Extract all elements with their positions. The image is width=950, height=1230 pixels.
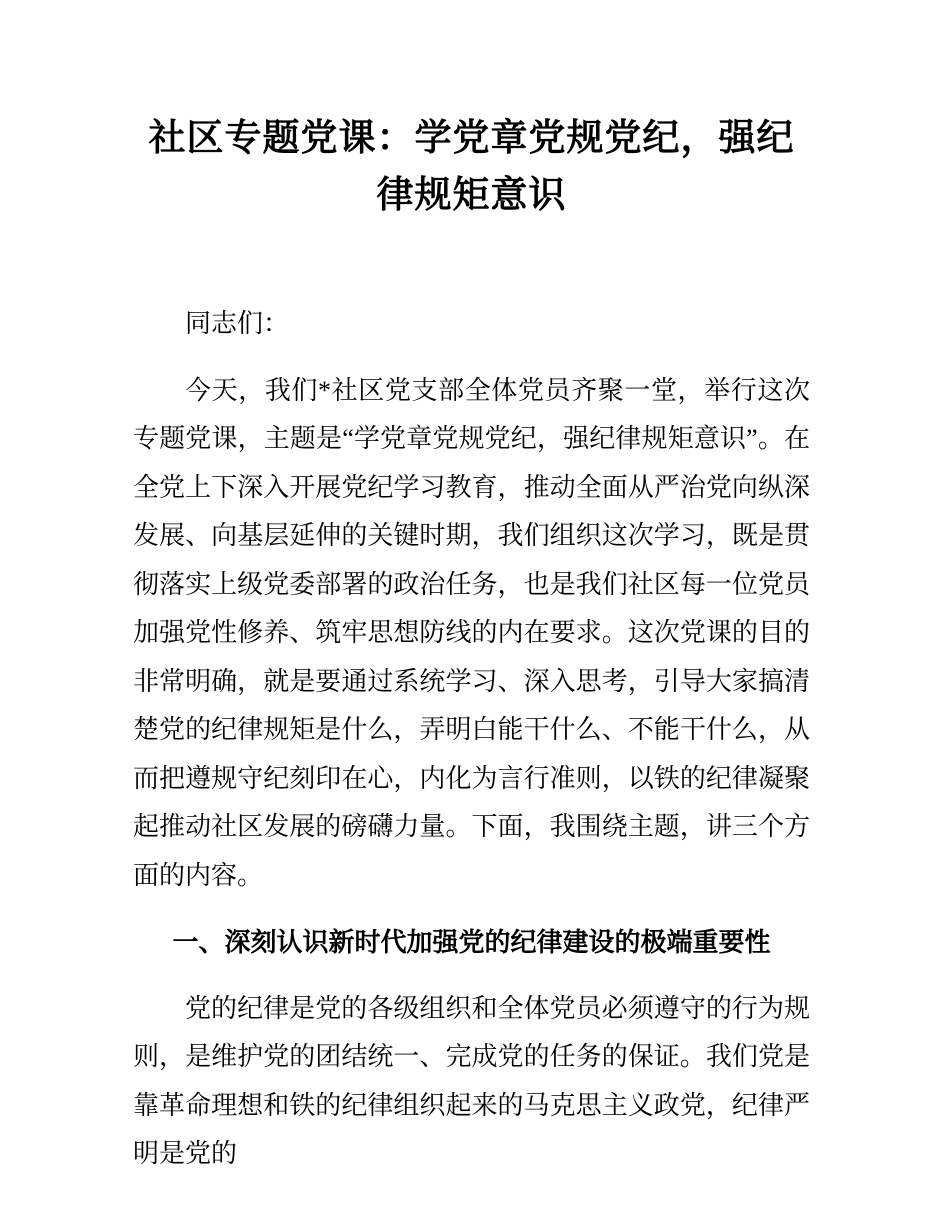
salutation-line: 同志们： — [185, 309, 290, 338]
document-title: 社区专题党课：学党章党规党纪，强纪律规矩意识 — [148, 118, 795, 216]
opening-paragraph: 今天，我们*社区党支部全体党员齐聚一堂，举行这次专题党课，主题是“学党章党规党纪，强纪律规矩意识”。在全党上下深入开展党纪学习教育，推动全面从严治党向纵深发展、向基层延伸的关键时期，我们组织这次学习，既是贯彻落实上级党委部署的政治任务，也是我们社区每一位党员加强党性修养、筑牢思想防线的内在要求。这次党课的目的非常明确，就是要通过系统学习、深入思考，引导大家搞清楚党的纪律规矩是什么，弄明白能干什么、不能干什么，从而把遵规守纪刻印在心，内化为言行准则，以铁的纪律凝聚起推动社区发展的磅礴力量。下面，我围绕主题，讲三个方面的内容。 — [133, 375, 810, 890]
section-one-paragraph: 党的纪律是党的各级组织和全体党员必须遵守的行为规则，是维护党的团结统一、完成党的任务的保证。我们党是靠革命理想和铁的纪律组织起来的马克思主义政党，纪律严明是党的 — [133, 993, 810, 1168]
section-one-heading: 一、深刻认识新时代加强党的纪律建设的极端重要性 — [172, 927, 771, 957]
